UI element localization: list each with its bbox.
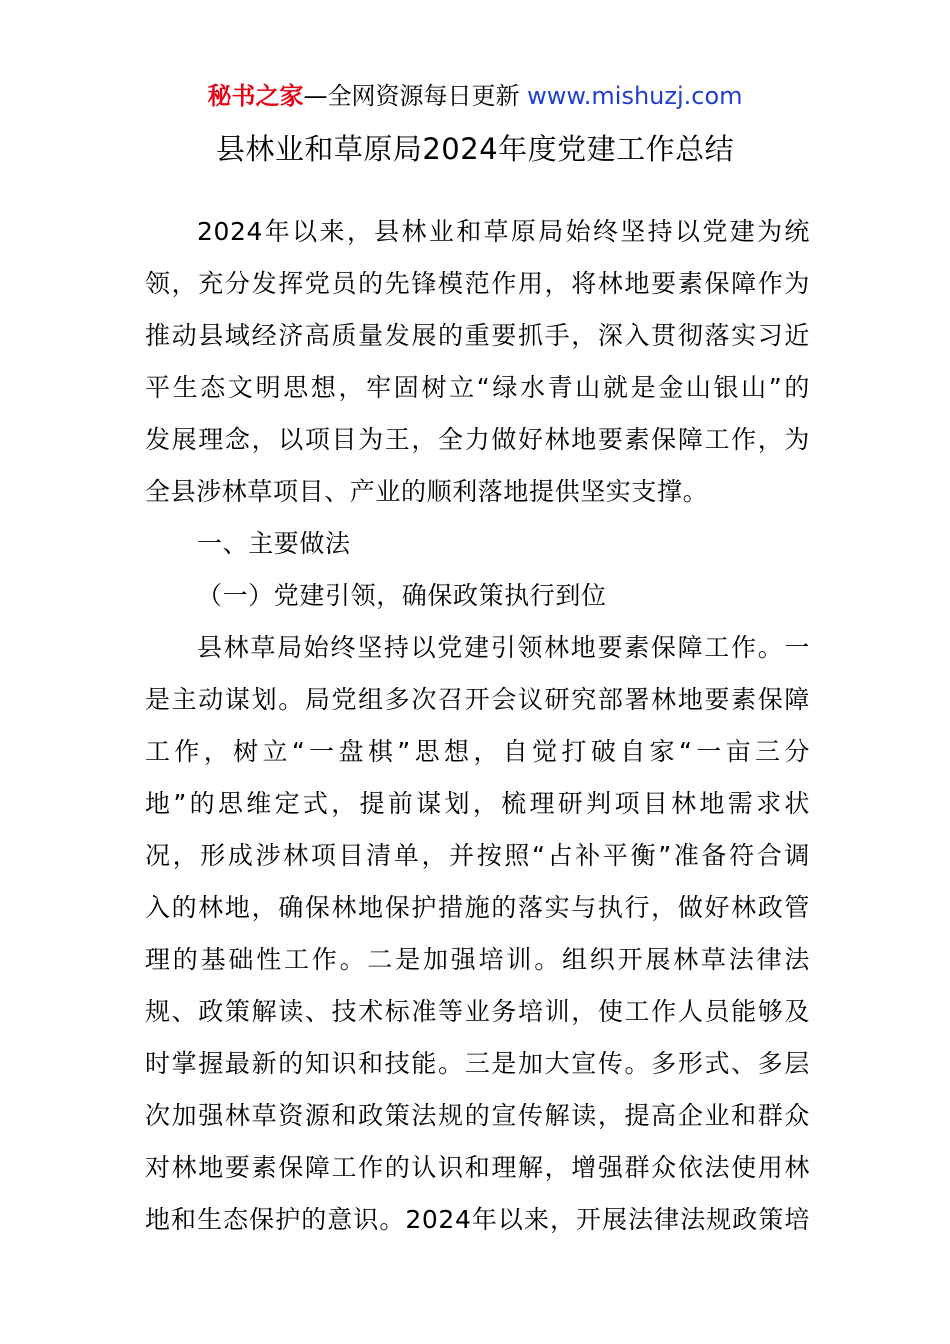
paragraph-line: 对林地要素保障工作的认识和理解，增强群众依法使用林 bbox=[145, 1153, 810, 1182]
paragraph-line: 领，充分发挥党员的先锋模范作用，将林地要素保障作为 bbox=[145, 269, 810, 298]
paragraph-line: 次加强林草资源和政策法规的宣传解读，提高企业和群众 bbox=[145, 1101, 810, 1130]
paragraph-line: 发展理念，以项目为王，全力做好林地要素保障工作，为 bbox=[145, 425, 810, 454]
paragraph-line: 推动县域经济高质量发展的重要抓手，深入贯彻落实习近 bbox=[145, 321, 810, 350]
section-heading: 一、主要做法 bbox=[197, 529, 351, 558]
paragraph-line: 2024年以来，县林业和草原局始终坚持以党建为统 bbox=[197, 217, 810, 246]
paragraph-line: 况，形成涉林项目清单，并按照“占补平衡”准备符合调 bbox=[145, 841, 810, 870]
paragraph-line: 地”的思维定式，提前谋划，梳理研判项目林地需求状 bbox=[145, 789, 810, 818]
paragraph-line: 时掌握最新的知识和技能。三是加大宣传。多形式、多层 bbox=[145, 1049, 810, 1078]
paragraph-line: 全县涉林草项目、产业的顺利落地提供坚实支撑。 bbox=[145, 477, 709, 506]
site-header bbox=[0, 80, 950, 112]
paragraph-line: 平生态文明思想，牢固树立“绿水青山就是金山银山”的 bbox=[145, 373, 810, 402]
paragraph-line: 工作，树立“一盘棋”思想，自觉打破自家“一亩三分 bbox=[145, 737, 810, 766]
brand-name: 秘书之家 bbox=[207, 82, 304, 110]
paragraph-line: 是主动谋划。局党组多次召开会议研究部署林地要素保障 bbox=[145, 685, 810, 714]
site-tagline: —全网资源每日更新 bbox=[303, 82, 520, 110]
paragraph-line: 规、政策解读、技术标准等业务培训，使工作人员能够及 bbox=[145, 997, 810, 1026]
paragraph-line: 县林草局始终坚持以党建引领林地要素保障工作。一 bbox=[197, 633, 810, 662]
paragraph-line: 地和生态保护的意识。2024年以来，开展法律法规政策培 bbox=[145, 1205, 810, 1234]
paragraph-line: 理的基础性工作。二是加强培训。组织开展林草法律法 bbox=[145, 945, 810, 974]
document-title: 县林业和草原局2024年度党建工作总结 bbox=[215, 132, 735, 166]
site-url-link[interactable]: www.mishuzj.com bbox=[527, 82, 743, 110]
subsection-heading: （一）党建引领，确保政策执行到位 bbox=[197, 581, 607, 610]
document-body bbox=[145, 206, 810, 1246]
paragraph-line: 入的林地，确保林地保护措施的落实与执行，做好林政管 bbox=[145, 893, 810, 922]
